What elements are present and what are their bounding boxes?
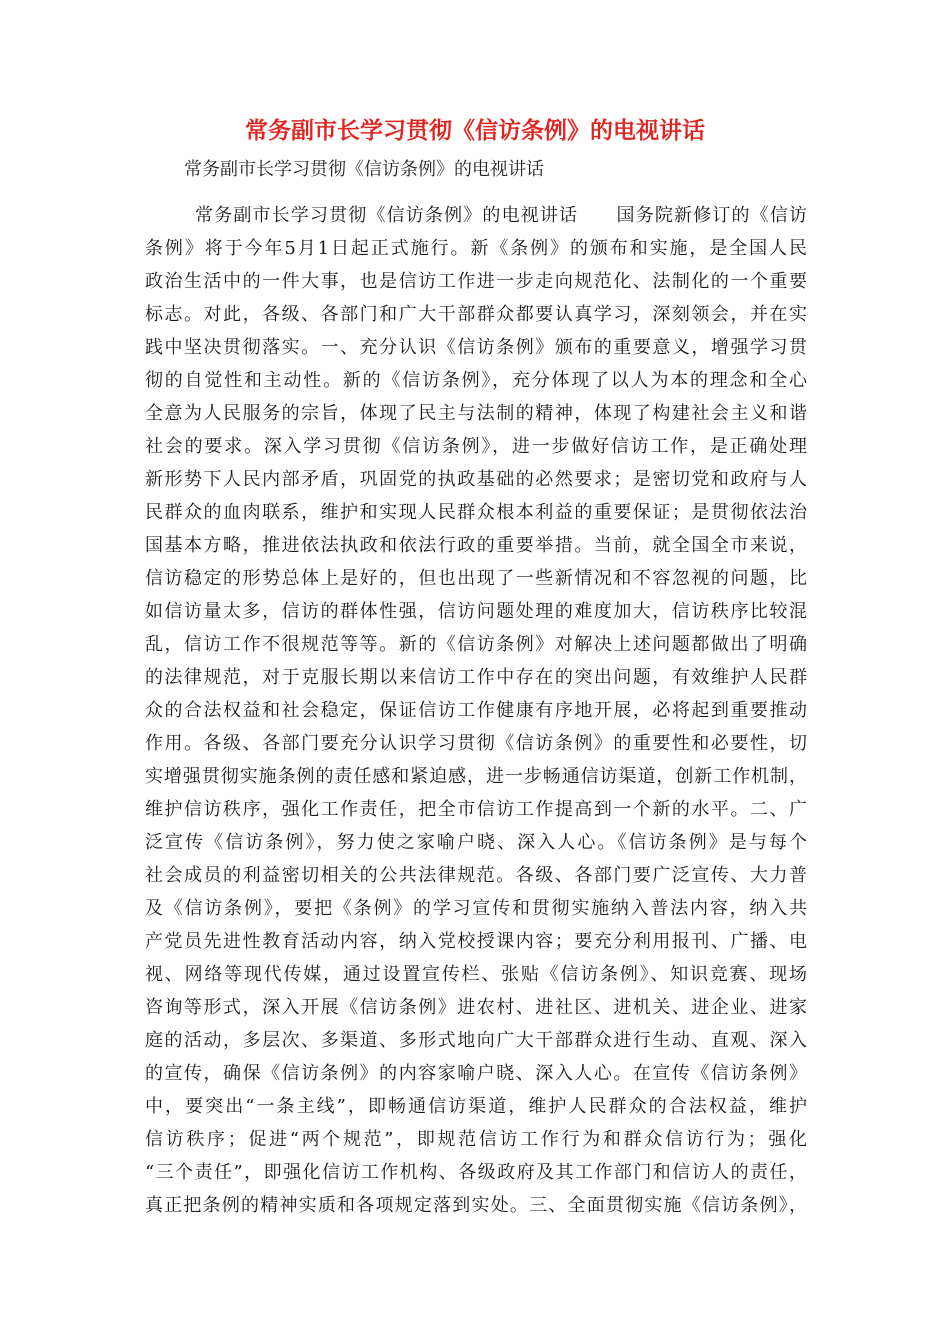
body-line: 国基本方略，推进依法执政和依法行政的重要举措。当前，就全国全市来说，	[145, 535, 807, 556]
body-line: 社会成员的利益密切相关的公共法律规范。各级、各部门要广泛宣传、大力普	[145, 865, 807, 886]
body-line: 实增强贯彻实施条例的责任感和紧迫感，进一步畅通信访渠道，创新工作机制，	[145, 766, 807, 787]
body-line: 咨询等形式，深入开展《信访条例》进农村、进社区、进机关、进企业、进家	[145, 997, 807, 1018]
body-line: 的法律规范，对于克服长期以来信访工作中存在的突出问题，有效维护人民群	[145, 667, 807, 688]
body-line: 新形势下人民内部矛盾，巩固党的执政基础的必然要求；是密切党和政府与人	[145, 469, 807, 490]
body-line: 政治生活中的一件大事，也是信访工作进一步走向规范化、法制化的一个重要	[145, 271, 807, 292]
body-line: 视、网络等现代传媒，通过设置宣传栏、张贴《信访条例》、知识竞赛、现场	[145, 964, 807, 985]
body-line: 践中坚决贯彻落实。一、充分认识《信访条例》颁布的重要意义，增强学习贯	[145, 337, 807, 358]
body-line: 如信访量太多，信访的群体性强，信访问题处理的难度加大，信访秩序比较混	[145, 601, 807, 622]
body-line: 中，要突出“一条主线”，即畅通信访渠道，维护人民群众的合法权益，维护	[145, 1096, 807, 1117]
body-line: 泛宣传《信访条例》，努力使之家喻户晓、深入人心。《信访条例》是与每个	[145, 832, 807, 853]
body-line: 常务副市长学习贯彻《信访条例》的电视讲话 国务院新修订的《信访	[195, 205, 807, 226]
body-line: 全意为人民服务的宗旨，体现了民主与法制的精神，体现了构建社会主义和谐	[145, 403, 807, 424]
body-line: 标志。对此，各级、各部门和广大干部群众都要认真学习，深刻领会，并在实	[145, 304, 807, 325]
body-line: 彻的自觉性和主动性。新的《信访条例》，充分体现了以人为本的理念和全心	[145, 370, 807, 391]
body-line: 及《信访条例》，要把《条例》的学习宣传和贯彻实施纳入普法内容，纳入共	[145, 898, 807, 919]
body-line: “三个责任”，即强化信访工作机构、各级政府及其工作部门和信访人的责任，	[145, 1162, 807, 1183]
body-line: 民群众的血肉联系，维护和实现人民群众根本利益的重要保证；是贯彻依法治	[145, 502, 807, 523]
body-line: 信访秩序；促进“两个规范”，即规范信访工作行为和群众信访行为；强化	[145, 1129, 807, 1150]
body-line: 维护信访秩序，强化工作责任，把全市信访工作提高到一个新的水平。二、广	[145, 799, 807, 820]
document-subtitle: 常务副市长学习贯彻《信访条例》的电视讲话	[184, 159, 544, 180]
document-title: 常务副市长学习贯彻《信访条例》的电视讲话	[245, 118, 705, 144]
document-body	[145, 199, 807, 1222]
body-line: 条例》将于今年5月1日起正式施行。新《条例》的颁布和实施，是全国人民	[145, 238, 807, 259]
body-line: 信访稳定的形势总体上是好的，但也出现了一些新情况和不容忽视的问题，比	[145, 568, 807, 589]
body-line: 众的合法权益和社会稳定，保证信访工作健康有序地开展，必将起到重要推动	[145, 700, 807, 721]
body-line: 社会的要求。深入学习贯彻《信访条例》，进一步做好信访工作，是正确处理	[145, 436, 807, 457]
body-line: 产党员先进性教育活动内容，纳入党校授课内容；要充分利用报刊、广播、电	[145, 931, 807, 952]
body-line: 庭的活动，多层次、多渠道、多形式地向广大干部群众进行生动、直观、深入	[145, 1030, 807, 1051]
body-line: 乱，信访工作不很规范等等。新的《信访条例》对解决上述问题都做出了明确	[145, 634, 807, 655]
body-line: 的宣传，确保《信访条例》的内容家喻户晓、深入人心。在宣传《信访条例》	[145, 1063, 807, 1084]
body-line: 真正把条例的精神实质和各项规定落到实处。三、全面贯彻实施《信访条例》，	[145, 1195, 807, 1216]
body-line: 作用。各级、各部门要充分认识学习贯彻《信访条例》的重要性和必要性，切	[145, 733, 807, 754]
